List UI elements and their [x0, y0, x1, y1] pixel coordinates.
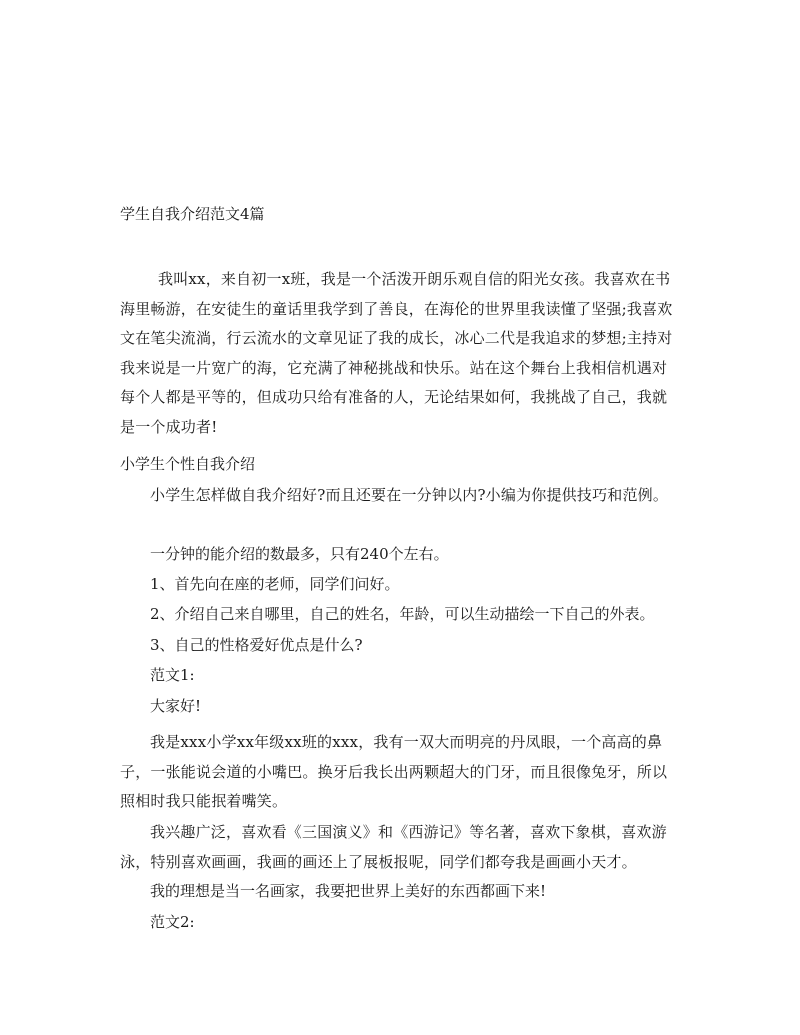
- tip-item: 3、自己的性格爱好优点是什么?: [150, 636, 363, 654]
- section-heading: 小学生个性自我介绍: [120, 455, 256, 473]
- tip-item: 2、介绍自己来自哪里，自己的姓名，年龄，可以生动描绘一下自己的外表。: [150, 605, 655, 623]
- example-1-label: 范文1:: [150, 666, 195, 684]
- document-title: 学生自我介绍范文4篇: [120, 205, 265, 223]
- example-1-paragraph-2: 我兴趣广泛，喜欢看《三国演义》和《西游记》等名著，喜欢下象棋，喜欢游泳，特别喜欢画画，我画的画还上了展板报呢，同学们都夸我是画画小天才。: [120, 823, 667, 871]
- example-2-label: 范文2:: [150, 913, 195, 931]
- intro-paragraph: 我叫xx，来自初一x班，我是一个活泼开朗乐观自信的阳光女孩。我喜欢在书海里畅游，在安徒生的童话里我学到了善良，在海伦的世界里我读懂了坚强;我喜欢文在笔尖流淌，行云流水的文章见证了我的成长，冰心二代是我追求的梦想;主持对我来说是一片宽广的海，它充满了神秘挑战和快乐。站在这个舞台上我相信机遇对每个人都是平等的，但成功只给有准备的人，无论结果如何，我挑战了自己，我就是一个成功者!: [120, 270, 673, 436]
- greeting-line: 大家好!: [150, 697, 202, 715]
- example-1-paragraph-1: 我是xxx小学xx年级xx班的xxx，我有一双大而明亮的丹凤眼，一个高高的鼻子，一张能说会道的小嘴巴。换牙后我长出两颗超大的门牙，而且很像兔牙，所以照相时我只能抿着嘴笑。: [120, 733, 668, 810]
- tip-item: 1、首先向在座的老师，同学们问好。: [150, 575, 400, 593]
- example-1-paragraph-3: 我的理想是当一名画家，我要把世界上美好的东西都画下来!: [150, 882, 547, 900]
- section-intro-paragraph: 小学生怎样做自我介绍好?而且还要在一分钟以内?小编为你提供技巧和范例。: [150, 486, 669, 504]
- word-count-line: 一分钟的能介绍的数最多，只有240个左右。: [150, 545, 449, 563]
